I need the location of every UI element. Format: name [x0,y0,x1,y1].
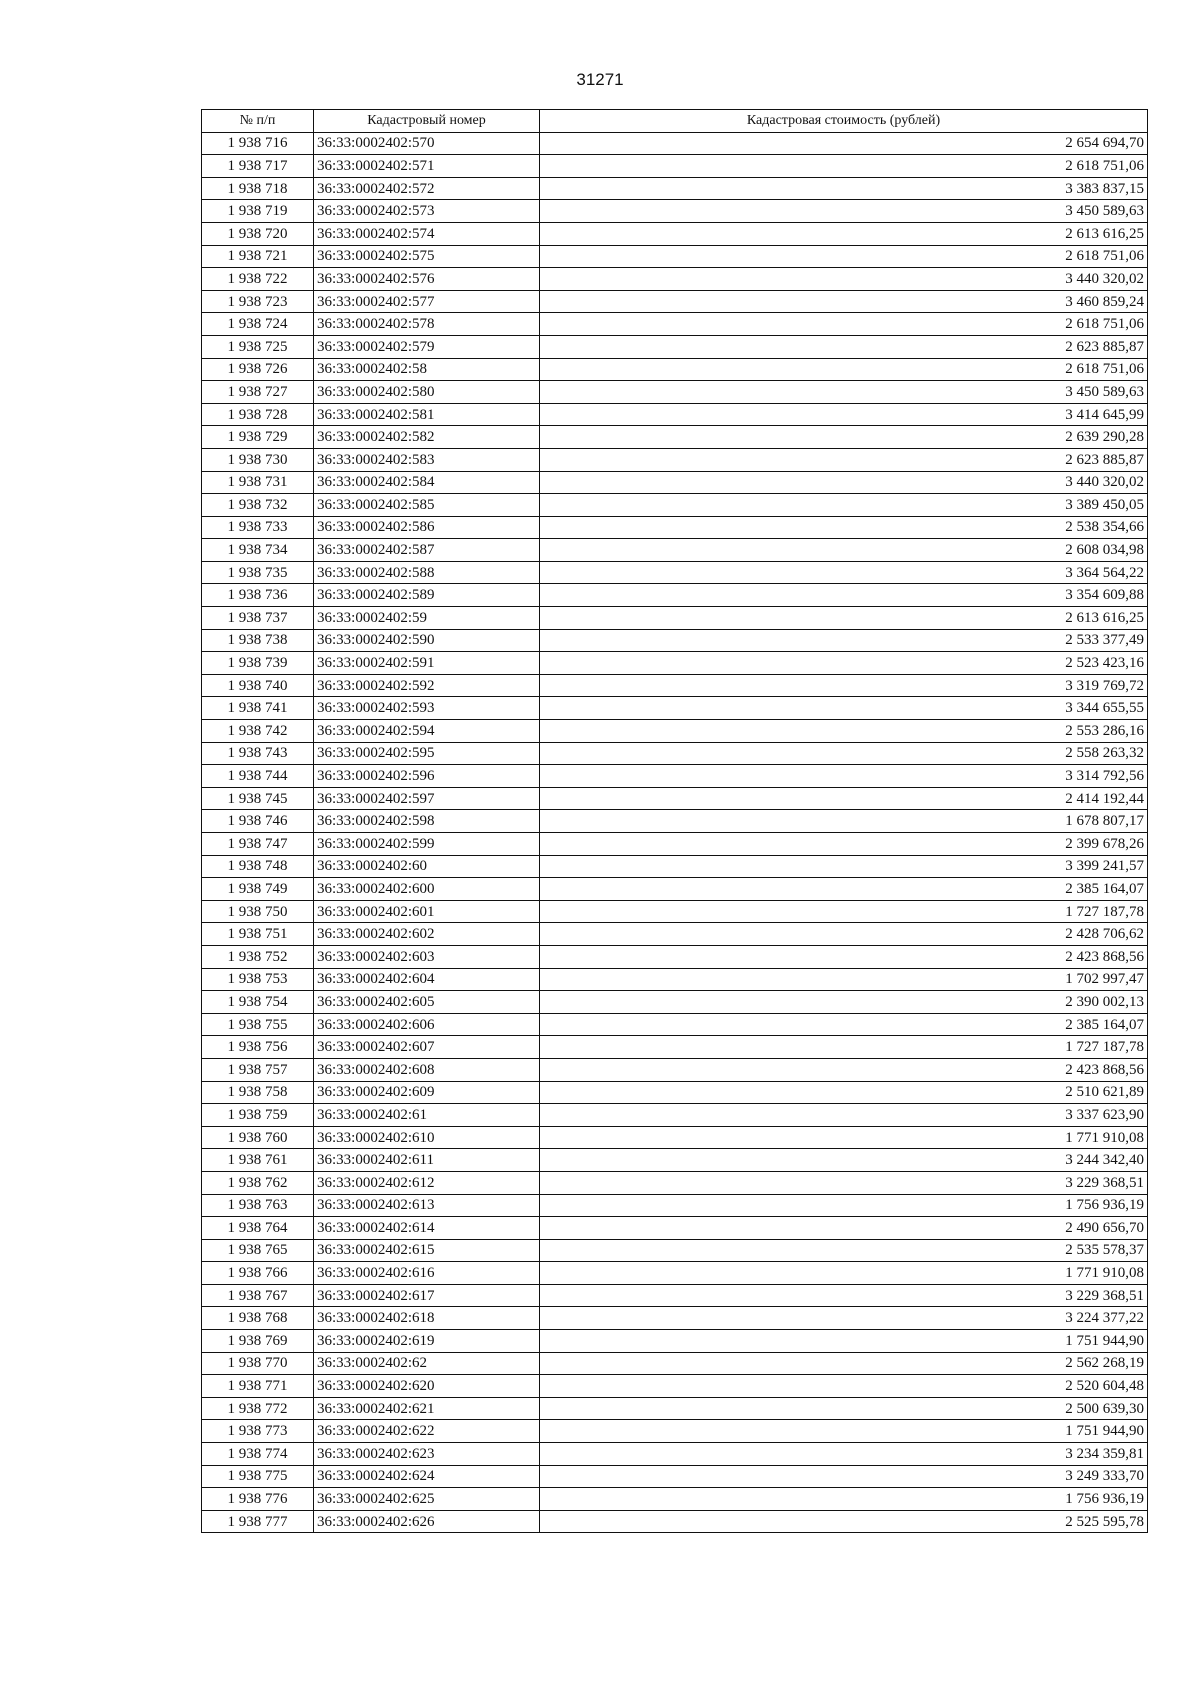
table-row [202,833,1148,856]
cadastral-number-cell: 36:33:0002402:621 [314,1397,540,1420]
cadastral-value-cell: 2 399 678,26 [540,833,1148,856]
cadastral-number-cell: 36:33:0002402:604 [314,968,540,991]
table-row [202,1239,1148,1262]
table-row [202,1262,1148,1285]
row-number-cell: 1 938 728 [202,403,314,426]
table-row [202,1217,1148,1240]
cadastral-number-cell: 36:33:0002402:612 [314,1171,540,1194]
cadastral-value-cell: 3 344 655,55 [540,697,1148,720]
cadastral-number-cell: 36:33:0002402:581 [314,403,540,426]
row-number-cell: 1 938 750 [202,900,314,923]
cadastral-number-cell: 36:33:0002402:593 [314,697,540,720]
cadastral-value-cell: 2 562 268,19 [540,1352,1148,1375]
cadastral-value-cell: 2 500 639,30 [540,1397,1148,1420]
table-row [202,1036,1148,1059]
table-row [202,1397,1148,1420]
cadastral-number-cell: 36:33:0002402:576 [314,268,540,291]
cadastral-value-cell: 1 771 910,08 [540,1126,1148,1149]
header-cadastral-number: Кадастровый номер [314,110,540,133]
row-number-cell: 1 938 771 [202,1375,314,1398]
table-row [202,1081,1148,1104]
cadastral-value-cell: 3 224 377,22 [540,1307,1148,1330]
cadastral-value-cell: 1 756 936,19 [540,1488,1148,1511]
cadastral-value-cell: 3 244 342,40 [540,1149,1148,1172]
row-number-cell: 1 938 744 [202,765,314,788]
cadastral-value-cell: 2 535 578,37 [540,1239,1148,1262]
cadastral-number-cell: 36:33:0002402:599 [314,833,540,856]
row-number-cell: 1 938 739 [202,652,314,675]
cadastral-value-cell: 1 751 944,90 [540,1330,1148,1353]
cadastral-value-cell: 2 533 377,49 [540,629,1148,652]
table-row [202,765,1148,788]
table-row [202,674,1148,697]
cadastral-value-cell: 1 678 807,17 [540,810,1148,833]
cadastral-number-cell: 36:33:0002402:606 [314,1013,540,1036]
row-number-cell: 1 938 732 [202,494,314,517]
cadastral-number-cell: 36:33:0002402:587 [314,539,540,562]
page-number: 31271 [576,70,624,89]
cadastral-value-cell: 2 385 164,07 [540,1013,1148,1036]
table-row [202,742,1148,765]
table-row [202,200,1148,223]
table-row [202,923,1148,946]
cadastral-number-cell: 36:33:0002402:623 [314,1443,540,1466]
cadastral-value-cell: 2 385 164,07 [540,878,1148,901]
row-number-cell: 1 938 736 [202,584,314,607]
row-number-cell: 1 938 746 [202,810,314,833]
table-row [202,652,1148,675]
table-row [202,516,1148,539]
table-row [202,1149,1148,1172]
row-number-cell: 1 938 727 [202,381,314,404]
cadastral-number-cell: 36:33:0002402:572 [314,177,540,200]
cadastral-number-cell: 36:33:0002402:590 [314,629,540,652]
table-row [202,132,1148,155]
table-row [202,1194,1148,1217]
row-number-cell: 1 938 752 [202,945,314,968]
cadastral-value-cell: 2 553 286,16 [540,720,1148,743]
header-row [202,110,1148,133]
cadastral-number-cell: 36:33:0002402:575 [314,245,540,268]
row-number-cell: 1 938 769 [202,1330,314,1353]
cadastral-number-cell: 36:33:0002402:613 [314,1194,540,1217]
row-number-cell: 1 938 756 [202,1036,314,1059]
cadastral-value-cell: 3 229 368,51 [540,1171,1148,1194]
cadastral-value-cell: 2 618 751,06 [540,245,1148,268]
cadastral-number-cell: 36:33:0002402:586 [314,516,540,539]
row-number-cell: 1 938 774 [202,1443,314,1466]
cadastral-number-cell: 36:33:0002402:624 [314,1465,540,1488]
table-row [202,313,1148,336]
cadastral-value-cell: 2 520 604,48 [540,1375,1148,1398]
table-row [202,1375,1148,1398]
cadastral-value-cell: 2 618 751,06 [540,313,1148,336]
cadastral-number-cell: 36:33:0002402:595 [314,742,540,765]
cadastral-value-cell: 2 414 192,44 [540,787,1148,810]
cadastral-number-cell: 36:33:0002402:571 [314,155,540,178]
cadastral-value-cell: 2 525 595,78 [540,1510,1148,1533]
cadastral-number-cell: 36:33:0002402:615 [314,1239,540,1262]
row-number-cell: 1 938 737 [202,607,314,630]
cadastral-number-cell: 36:33:0002402:601 [314,900,540,923]
row-number-cell: 1 938 725 [202,335,314,358]
cadastral-number-cell: 36:33:0002402:578 [314,313,540,336]
cadastral-value-cell: 2 623 885,87 [540,448,1148,471]
cadastral-number-cell: 36:33:0002402:609 [314,1081,540,1104]
table-row [202,697,1148,720]
row-number-cell: 1 938 735 [202,561,314,584]
row-number-cell: 1 938 748 [202,855,314,878]
cadastral-number-cell: 36:33:0002402:579 [314,335,540,358]
cadastral-number-cell: 36:33:0002402:583 [314,448,540,471]
table-row [202,290,1148,313]
cadastral-value-cell: 2 538 354,66 [540,516,1148,539]
cadastral-value-cell: 2 428 706,62 [540,923,1148,946]
row-number-cell: 1 938 720 [202,222,314,245]
cadastral-value-cell: 2 654 694,70 [540,132,1148,155]
cadastral-value-cell: 1 756 936,19 [540,1194,1148,1217]
cadastral-number-cell: 36:33:0002402:574 [314,222,540,245]
row-number-cell: 1 938 772 [202,1397,314,1420]
row-number-cell: 1 938 770 [202,1352,314,1375]
row-number-cell: 1 938 745 [202,787,314,810]
cadastral-value-cell: 2 613 616,25 [540,222,1148,245]
row-number-cell: 1 938 717 [202,155,314,178]
cadastral-value-cell: 3 383 837,15 [540,177,1148,200]
cadastral-number-cell: 36:33:0002402:608 [314,1058,540,1081]
table-row [202,720,1148,743]
table-row [202,991,1148,1014]
cadastral-number-cell: 36:33:0002402:589 [314,584,540,607]
row-number-cell: 1 938 753 [202,968,314,991]
table-row [202,787,1148,810]
table-row [202,494,1148,517]
row-number-cell: 1 938 755 [202,1013,314,1036]
row-number-cell: 1 938 759 [202,1104,314,1127]
table-row [202,471,1148,494]
row-number-cell: 1 938 766 [202,1262,314,1285]
row-number-cell: 1 938 730 [202,448,314,471]
cadastral-value-cell: 2 423 868,56 [540,1058,1148,1081]
table-row [202,968,1148,991]
table-row [202,607,1148,630]
table-row [202,358,1148,381]
cadastral-value-cell: 1 751 944,90 [540,1420,1148,1443]
cadastral-value-cell: 1 771 910,08 [540,1262,1148,1285]
table-row [202,1058,1148,1081]
table-row [202,335,1148,358]
header-cadastral-value: Кадастровая стоимость (рублей) [540,110,1148,133]
cadastral-value-cell: 3 399 241,57 [540,855,1148,878]
cadastral-number-cell: 36:33:0002402:570 [314,132,540,155]
table-row [202,1330,1148,1353]
cadastral-number-cell: 36:33:0002402:616 [314,1262,540,1285]
cadastral-value-cell: 3 319 769,72 [540,674,1148,697]
row-number-cell: 1 938 764 [202,1217,314,1240]
cadastral-value-cell: 2 490 656,70 [540,1217,1148,1240]
row-number-cell: 1 938 758 [202,1081,314,1104]
cadastral-number-cell: 36:33:0002402:605 [314,991,540,1014]
row-number-cell: 1 938 724 [202,313,314,336]
row-number-cell: 1 938 751 [202,923,314,946]
table-row [202,1307,1148,1330]
cadastral-number-cell: 36:33:0002402:611 [314,1149,540,1172]
cadastral-value-cell: 3 450 589,63 [540,200,1148,223]
table-row [202,878,1148,901]
row-number-cell: 1 938 734 [202,539,314,562]
cadastral-value-cell: 3 389 450,05 [540,494,1148,517]
table-row [202,900,1148,923]
table-row [202,1126,1148,1149]
cadastral-value-cell: 2 390 002,13 [540,991,1148,1014]
cadastral-value-cell: 2 423 868,56 [540,945,1148,968]
cadastral-number-cell: 36:33:0002402:585 [314,494,540,517]
cadastral-number-cell: 36:33:0002402:60 [314,855,540,878]
cadastral-value-cell: 3 440 320,02 [540,471,1148,494]
table-header [202,110,1148,133]
row-number-cell: 1 938 776 [202,1488,314,1511]
cadastral-value-cell: 3 440 320,02 [540,268,1148,291]
cadastral-number-cell: 36:33:0002402:577 [314,290,540,313]
table-row [202,1013,1148,1036]
cadastral-value-cell: 3 450 589,63 [540,381,1148,404]
cadastral-number-cell: 36:33:0002402:596 [314,765,540,788]
row-number-cell: 1 938 747 [202,833,314,856]
cadastral-value-cell: 3 354 609,88 [540,584,1148,607]
cadastral-value-cell: 2 618 751,06 [540,155,1148,178]
cadastral-value-cell: 1 727 187,78 [540,1036,1148,1059]
cadastral-value-cell: 2 618 751,06 [540,358,1148,381]
cadastral-value-cell: 2 510 621,89 [540,1081,1148,1104]
cadastral-number-cell: 36:33:0002402:625 [314,1488,540,1511]
table-row [202,1465,1148,1488]
cadastral-number-cell: 36:33:0002402:59 [314,607,540,630]
table-row [202,945,1148,968]
table-row [202,155,1148,178]
table-row [202,448,1148,471]
header-row-number: № п/п [202,110,314,133]
cadastral-value-cell: 3 234 359,81 [540,1443,1148,1466]
cadastral-number-cell: 36:33:0002402:607 [314,1036,540,1059]
row-number-cell: 1 938 723 [202,290,314,313]
cadastral-number-cell: 36:33:0002402:580 [314,381,540,404]
cadastral-value-cell: 3 249 333,70 [540,1465,1148,1488]
row-number-cell: 1 938 762 [202,1171,314,1194]
row-number-cell: 1 938 729 [202,426,314,449]
row-number-cell: 1 938 726 [202,358,314,381]
table-row [202,381,1148,404]
row-number-cell: 1 938 719 [202,200,314,223]
cadastral-number-cell: 36:33:0002402:626 [314,1510,540,1533]
row-number-cell: 1 938 740 [202,674,314,697]
table-row [202,1420,1148,1443]
table-row [202,1443,1148,1466]
table-row [202,584,1148,607]
cadastral-number-cell: 36:33:0002402:618 [314,1307,540,1330]
cadastral-value-cell: 3 314 792,56 [540,765,1148,788]
cadastral-number-cell: 36:33:0002402:602 [314,923,540,946]
table-row [202,855,1148,878]
table-row [202,810,1148,833]
row-number-cell: 1 938 757 [202,1058,314,1081]
row-number-cell: 1 938 777 [202,1510,314,1533]
cadastral-number-cell: 36:33:0002402:597 [314,787,540,810]
row-number-cell: 1 938 749 [202,878,314,901]
table-row [202,1510,1148,1533]
row-number-cell: 1 938 738 [202,629,314,652]
cadastral-value-cell: 3 460 859,24 [540,290,1148,313]
row-number-cell: 1 938 722 [202,268,314,291]
cadastral-number-cell: 36:33:0002402:584 [314,471,540,494]
cadastral-value-cell: 2 523 423,16 [540,652,1148,675]
row-number-cell: 1 938 775 [202,1465,314,1488]
row-number-cell: 1 938 741 [202,697,314,720]
row-number-cell: 1 938 742 [202,720,314,743]
cadastral-number-cell: 36:33:0002402:600 [314,878,540,901]
table-row [202,268,1148,291]
cadastral-number-cell: 36:33:0002402:588 [314,561,540,584]
cadastral-number-cell: 36:33:0002402:603 [314,945,540,968]
cadastral-value-cell: 2 558 263,32 [540,742,1148,765]
table-row [202,1352,1148,1375]
cadastral-number-cell: 36:33:0002402:614 [314,1217,540,1240]
table-row [202,1171,1148,1194]
row-number-cell: 1 938 743 [202,742,314,765]
table-row [202,245,1148,268]
cadastral-number-cell: 36:33:0002402:620 [314,1375,540,1398]
cadastral-number-cell: 36:33:0002402:617 [314,1284,540,1307]
cadastral-number-cell: 36:33:0002402:591 [314,652,540,675]
cadastral-number-cell: 36:33:0002402:598 [314,810,540,833]
table-row [202,1104,1148,1127]
cadastral-value-cell: 2 613 616,25 [540,607,1148,630]
cadastral-number-cell: 36:33:0002402:58 [314,358,540,381]
table-row [202,629,1148,652]
table-row [202,177,1148,200]
table-row [202,222,1148,245]
table-row [202,1284,1148,1307]
row-number-cell: 1 938 761 [202,1149,314,1172]
cadastral-number-cell: 36:33:0002402:594 [314,720,540,743]
cadastral-number-cell: 36:33:0002402:61 [314,1104,540,1127]
table-row [202,539,1148,562]
cadastral-value-cell: 2 623 885,87 [540,335,1148,358]
cadastral-value-cell: 3 229 368,51 [540,1284,1148,1307]
row-number-cell: 1 938 731 [202,471,314,494]
row-number-cell: 1 938 754 [202,991,314,1014]
cadastral-value-cell: 3 337 623,90 [540,1104,1148,1127]
row-number-cell: 1 938 721 [202,245,314,268]
cadastral-number-cell: 36:33:0002402:573 [314,200,540,223]
cadastral-number-cell: 36:33:0002402:619 [314,1330,540,1353]
table-row [202,1488,1148,1511]
row-number-cell: 1 938 773 [202,1420,314,1443]
table-row [202,426,1148,449]
row-number-cell: 1 938 765 [202,1239,314,1262]
cadastral-value-table [201,109,1148,1533]
row-number-cell: 1 938 768 [202,1307,314,1330]
cadastral-number-cell: 36:33:0002402:62 [314,1352,540,1375]
table-row [202,403,1148,426]
row-number-cell: 1 938 718 [202,177,314,200]
row-number-cell: 1 938 733 [202,516,314,539]
row-number-cell: 1 938 763 [202,1194,314,1217]
cadastral-value-cell: 2 608 034,98 [540,539,1148,562]
row-number-cell: 1 938 767 [202,1284,314,1307]
row-number-cell: 1 938 716 [202,132,314,155]
cadastral-value-cell: 1 702 997,47 [540,968,1148,991]
table-row [202,561,1148,584]
cadastral-number-cell: 36:33:0002402:610 [314,1126,540,1149]
row-number-cell: 1 938 760 [202,1126,314,1149]
table-body [202,132,1148,1533]
cadastral-number-cell: 36:33:0002402:582 [314,426,540,449]
cadastral-number-cell: 36:33:0002402:592 [314,674,540,697]
cadastral-number-cell: 36:33:0002402:622 [314,1420,540,1443]
cadastral-value-cell: 2 639 290,28 [540,426,1148,449]
cadastral-value-cell: 3 414 645,99 [540,403,1148,426]
cadastral-value-cell: 3 364 564,22 [540,561,1148,584]
cadastral-value-cell: 1 727 187,78 [540,900,1148,923]
